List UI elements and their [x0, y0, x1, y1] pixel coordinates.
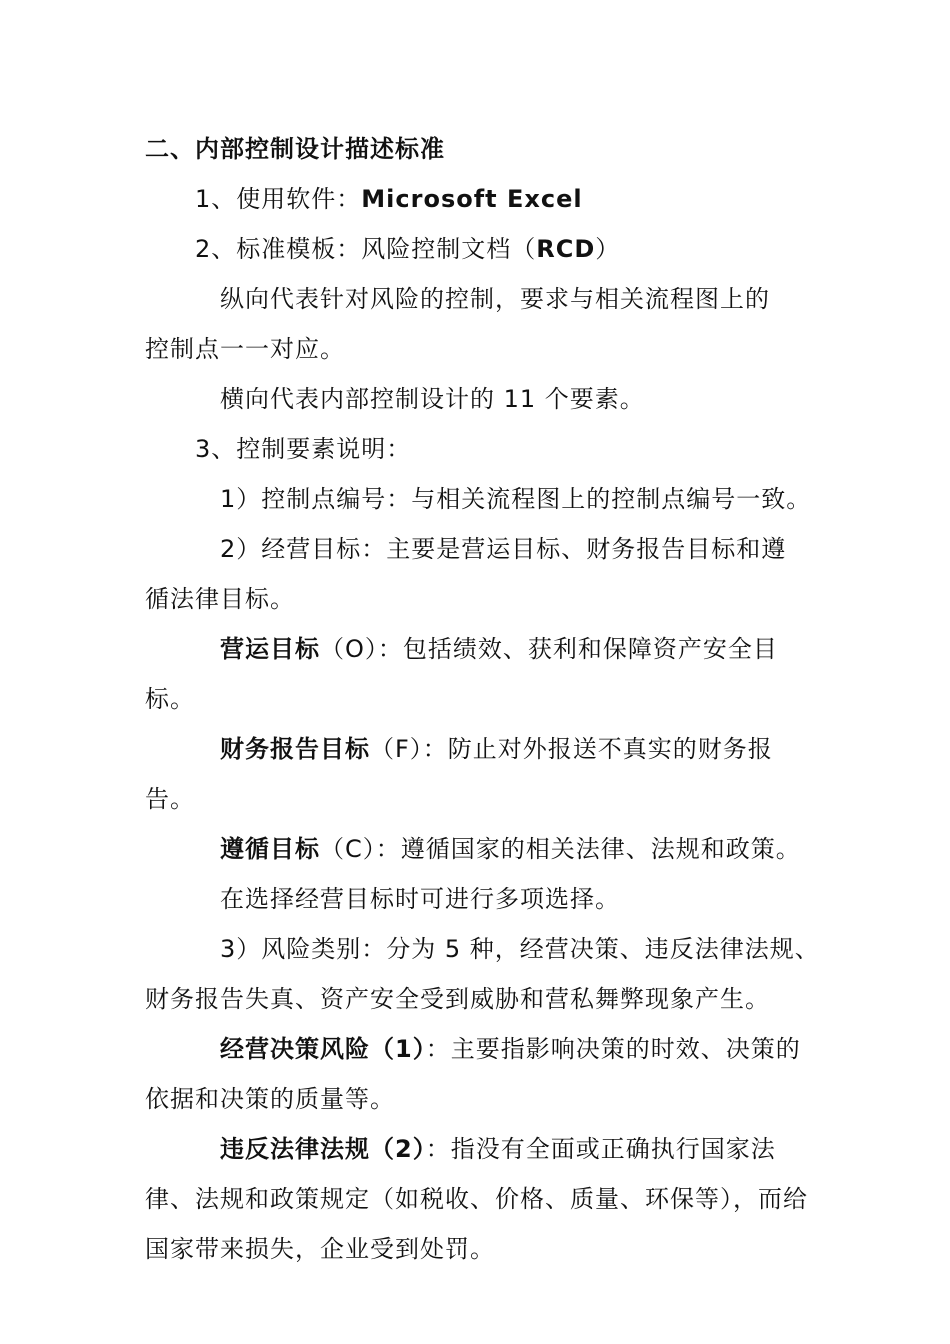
operations-desc-cont: 标。	[145, 685, 195, 713]
sub-item-objective-line1: 2）经营目标：主要是营运目标、财务报告目标和遵	[220, 535, 787, 563]
sub-item-risk-line2: 财务报告失真、资产安全受到威胁和营私舞弊现象产生。	[145, 985, 770, 1013]
compliance-objective	[220, 833, 801, 865]
multi-select-note: 在选择经营目标时可进行多项选择。	[220, 885, 620, 913]
compliance-term: 遵循目标	[220, 835, 320, 863]
compliance-desc: （C）：遵循国家的相关法律、法规和政策。	[320, 835, 801, 863]
risk-legal-term: 违反法律法规（2）	[220, 1135, 426, 1163]
operations-desc: （O）：包括绩效、获利和保障资产安全目	[320, 635, 778, 663]
item-template-label: 2、标准模板：风险控制文档（	[195, 235, 537, 263]
risk-decision-cont: 依据和决策的质量等。	[145, 1085, 395, 1113]
financial-objective	[220, 733, 773, 765]
financial-desc-cont: 告。	[145, 785, 195, 813]
item-software-label: 1、使用软件：	[195, 185, 362, 213]
risk-decision	[220, 1033, 801, 1065]
sub-item-objective-line2: 循法律目标。	[145, 585, 295, 613]
sub-item-control-number: 1）控制点编号：与相关流程图上的控制点编号一致。	[220, 485, 812, 513]
paragraph-vertical-line1: 纵向代表针对风险的控制，要求与相关流程图上的	[220, 285, 770, 313]
risk-decision-desc: ：主要指影响决策的时效、决策的	[425, 1035, 801, 1063]
sub-item-risk-line1: 3）风险类别：分为 5 种，经营决策、违反法律法规、	[220, 935, 820, 963]
financial-term: 财务报告目标	[220, 735, 370, 763]
item-software	[195, 183, 583, 215]
risk-legal-desc: ：指没有全面或正确执行国家法	[425, 1135, 776, 1163]
section-heading: 二、内部控制设计描述标准	[145, 135, 445, 163]
risk-legal	[220, 1133, 776, 1165]
operations-term: 营运目标	[220, 635, 320, 663]
paragraph-horizontal: 横向代表内部控制设计的 11 个要素。	[220, 385, 645, 413]
item-template	[195, 233, 620, 265]
template-code: RCD	[536, 235, 596, 263]
risk-legal-cont2: 国家带来损失，企业受到处罚。	[145, 1235, 495, 1263]
risk-legal-cont1: 律、法规和政策规定（如税收、价格、质量、环保等），而给	[145, 1185, 808, 1213]
item-template-close: ）	[595, 235, 621, 263]
software-name: Microsoft Excel	[361, 185, 583, 213]
operations-objective	[220, 633, 778, 665]
financial-desc: （F）：防止对外报送不真实的财务报	[370, 735, 773, 763]
paragraph-vertical-line2: 控制点一一对应。	[145, 335, 345, 363]
risk-decision-term: 经营决策风险（1）	[220, 1035, 426, 1063]
item-control-elements: 3、控制要素说明：	[195, 435, 412, 463]
